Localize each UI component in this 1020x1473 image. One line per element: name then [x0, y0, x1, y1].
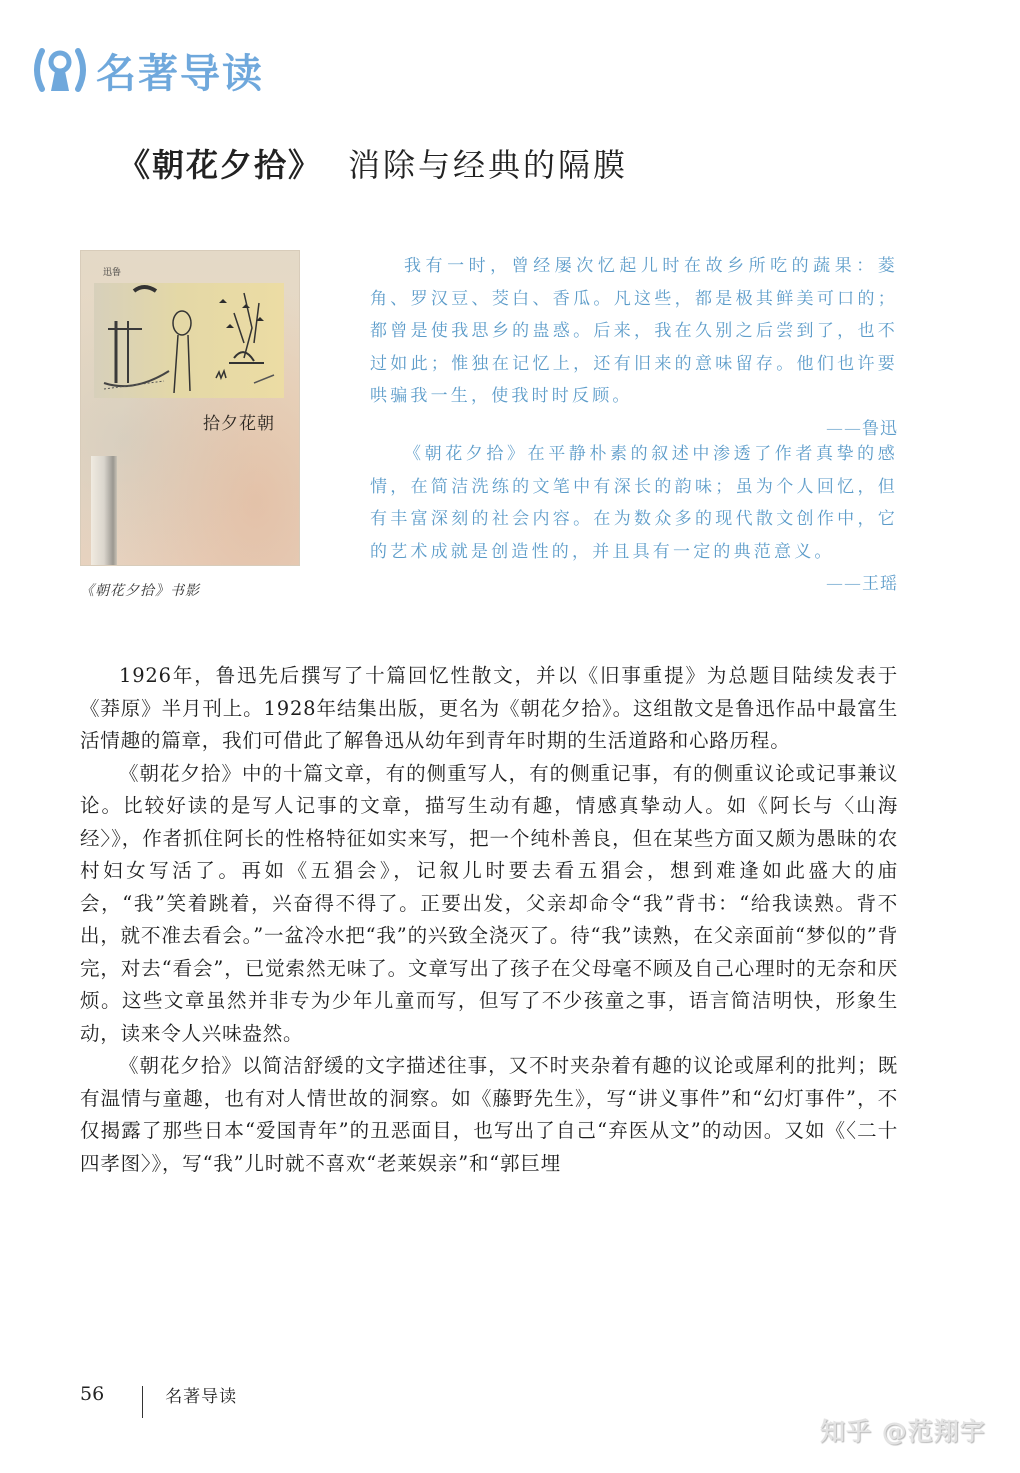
section-label: 名著导读 [96, 50, 264, 97]
book-cover-image [80, 250, 300, 566]
cover-title-text: 拾夕花朝 [203, 414, 275, 434]
epigraph-quote-lu-xun [370, 250, 898, 445]
quote-attribution: ——鲁迅 [826, 418, 898, 439]
page-footer [80, 1378, 237, 1410]
quote-attribution: ——王瑶 [826, 574, 898, 594]
footer-section-label: 名著导读 [165, 1386, 238, 1407]
page-number: 56 [80, 1383, 105, 1405]
article-subtitle: 消除与经典的隔膜 [348, 146, 629, 184]
cover-illustration [94, 283, 284, 398]
section-header [30, 42, 264, 98]
quote-text: 《朝花夕拾》在平静朴素的叙述中渗透了作者真挚的感情，在简洁洗练的文笔中有深长的韵味；虽为个人回忆，但有丰富深刻的社会内容。在为数众多的现代散文创作中，它的艺术成就是创造性的，并且具有一定的典范意义。 [370, 444, 898, 562]
epigraph-quote-wang-yao [370, 438, 898, 601]
body-paragraph: 《朝花夕拾》以简洁舒缓的文字描述往事，又不时夹杂着有趣的议论或犀利的批判；既有温情与童趣，也有对人情世故的洞察。如《藤野先生》，写“讲义事件”和“幻灯事件”，不仅揭露了那些日本“爱国青年”的丑恶面目，也写出了自己“弃医从文”的动因。又如《〈二十四孝图〉》，写“我”儿时就不喜欢“老莱娱亲”和“郭巨埋 [80, 1054, 898, 1175]
cover-caption: 《朝花夕拾》书影 [80, 583, 200, 599]
keyhole-broadcast-icon [30, 45, 90, 95]
cover-author-mark: 迅鲁 [103, 268, 122, 278]
quote-text: 我有一时，曾经屡次忆起儿时在故乡所吃的蔬果：菱角、罗汉豆、茭白、香瓜。凡这些，都是极其鲜美可口的；都曾是使我思乡的蛊惑。后来，我在久别之后尝到了，也不过如此；惟独在记忆上，还有旧来的意味留存。他们也许要哄骗我一生，使我时时反顾。 [370, 256, 898, 406]
cover-spine-fold [91, 456, 117, 566]
article-body [80, 660, 898, 1180]
footer-divider [142, 1386, 143, 1418]
book-title: 《朝花夕拾》 [118, 146, 323, 184]
body-paragraph: 1926年，鲁迅先后撰写了十篇回忆性散文，并以《旧事重提》为总题目陆续发表于《莽原》半月刊上。1928年结集出版，更名为《朝花夕拾》。这组散文是鲁迅作品中最富生活情趣的篇章，我们可借此了解鲁迅从幼年到青年时期的生活道路和心路历程。 [80, 664, 898, 752]
body-paragraph: 《朝花夕拾》中的十篇文章，有的侧重写人，有的侧重记事，有的侧重议论或记事兼议论。比较好读的是写人记事的文章，描写生动有趣，情感真挚动人。如《阿长与〈山海经〉》，作者抓住阿长的性格特征如实来写，把一个纯朴善良，但在某些方面又颇为愚昧的农村妇女写活了。再如《五猖会》，记叙儿时要去看五猖会，想到难逢如此盛大的庙会，“我”笑着跳着，兴奋得不得了。正要出发，父亲却命令“我”背书：“给我读熟。背不出，就不准去看会。”一盆冷水把“我”的兴致全浇灭了。待“我”读熟，在父亲面前“梦似的”背完，对去“看会”，已觉索然无味了。文章写出了孩子在父母毫不顾及自己心理时的无奈和厌烦。这些文章虽然并非专为少年儿童而写，但写了不少孩童之事，语言简洁明快，形象生动，读来令人兴味盎然。 [80, 761, 898, 1045]
zhihu-watermark: 知乎 @范翔宇 [820, 1417, 986, 1446]
article-title [118, 140, 628, 186]
